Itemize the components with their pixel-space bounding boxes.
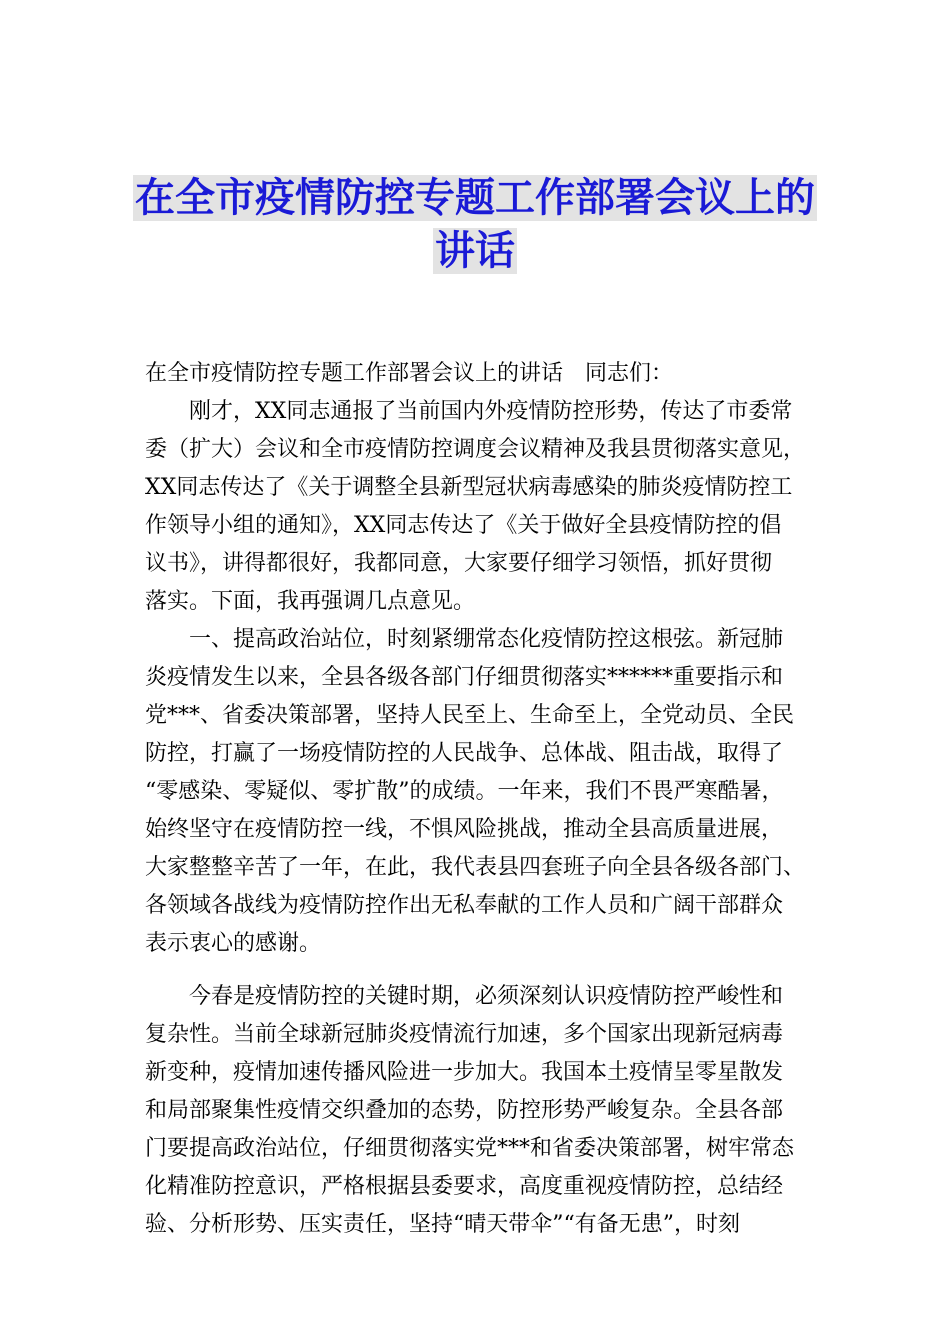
paragraph-line: 刚才，XX同志通报了当前国内外疫情防控形势，传达了市委常 (189, 399, 793, 424)
paragraph-line: 在全市疫情防控专题工作部署会议上的讲话 同志们： (145, 361, 674, 386)
paragraph-line: 表示衷心的感谢。 (145, 931, 322, 956)
document-body (145, 355, 825, 1244)
paragraph-line: 新变种，疫情加速传播风险进一步加大。我国本土疫情呈零星散发 (145, 1060, 784, 1085)
paragraph-line: 大家整整辛苦了一年，在此，我代表县四套班子向全县各级各部门、 (145, 855, 806, 880)
paragraph-line: 炎疫情发生以来，全县各级各部门仔细贯彻落实******重要指示和 (145, 665, 784, 690)
paragraph-line: 今春是疫情防控的关键时期，必须深刻认识疫情防控严峻性和 (189, 984, 784, 1009)
paragraph-line: 防控，打赢了一场疫情防控的人民战争、总体战、阻击战，取得了 (145, 741, 784, 766)
paragraph-line: 化精准防控意识，严格根据县委要求，高度重视疫情防控，总结经 (145, 1174, 784, 1199)
paragraph-line: 复杂性。当前全球新冠肺炎疫情流行加速，多个国家出现新冠病毒 (145, 1022, 784, 1047)
paragraph-line: 委（扩大）会议和全市疫情防控调度会议精神及我县贯彻落实意见， (145, 437, 806, 462)
paragraph-line: 议书》，讲得都很好，我都同意，大家要仔细学习领悟，抓好贯彻 (145, 551, 773, 576)
paragraph-line: 党***、省委决策部署，坚持人民至上、生命至上，全党动员、全民 (145, 703, 795, 728)
paragraph-line: 一、提高政治站位，时刻紧绷常态化疫情防控这根弦。新冠肺 (189, 627, 784, 652)
paragraph-line: 始终坚守在疫情防控一线，不惧风险挑战，推动全县高质量进展， (145, 817, 784, 842)
paragraph-line: 验、分析形势、压实责任，坚持“晴天带伞”“有备无患”，时刻 (145, 1212, 740, 1237)
paragraph-line: 和局部聚集性疫情交织叠加的态势，防控形势严峻复杂。全县各部 (145, 1098, 784, 1123)
document-title-line-1: 在全市疫情防控专题工作部署会议上的 (135, 175, 815, 221)
paragraph-line: 各领域各战线为疫情防控作出无私奉献的工作人员和广阔干部群众 (145, 893, 784, 918)
paragraph-line: 门要提高政治站位，仔细贯彻落实党***和省委决策部署，树牢常态 (145, 1136, 795, 1161)
document-title-line-2: 讲话 (435, 228, 515, 274)
paragraph-line: 落实。下面，我再强调几点意见。 (145, 589, 476, 614)
paragraph-line: “零感染、零疑似、零扩散”的成绩。一年来，我们不畏严寒酷暑， (145, 779, 784, 804)
paragraph-line: XX同志传达了《关于调整全县新型冠状病毒感染的肺炎疫情防控工 (145, 475, 793, 500)
paragraph-line: 作领导小组的通知》，XX同志传达了《关于做好全县疫情防控的倡 (145, 513, 782, 538)
paragraph-gap (145, 963, 825, 978)
